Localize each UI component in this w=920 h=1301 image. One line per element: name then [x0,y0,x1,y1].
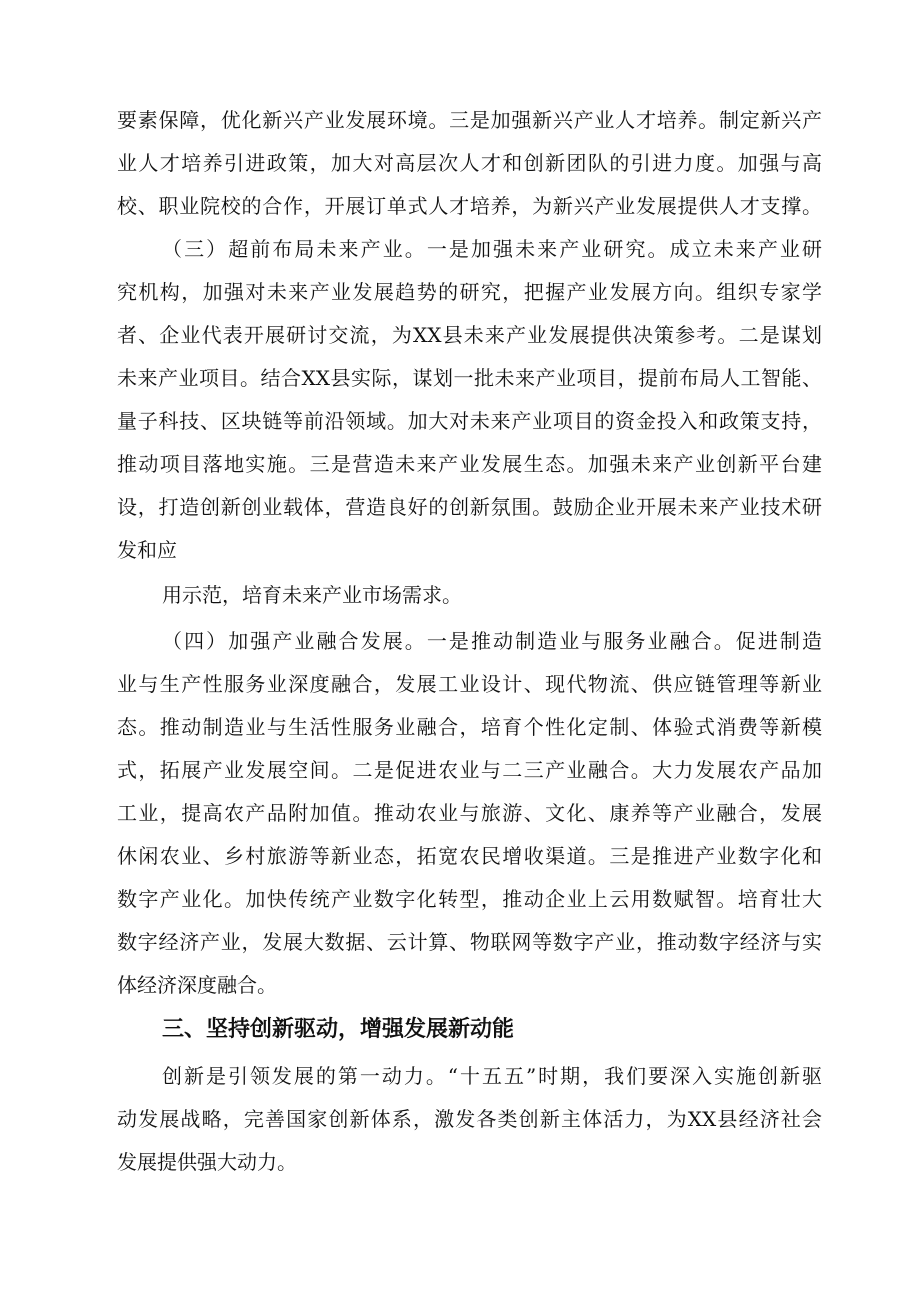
paragraph-line: 发展提供强大动力。 [117,1150,297,1174]
section-4-heading-line: （四）加强产业融合发展。一是推动制造业与服务业融合。促进制造 [162,629,822,653]
paragraph-line: 用示范，培育未来产业市场需求。 [162,583,462,607]
paragraph-line: 推动项目落地实施。三是营造未来产业发展生态。加强未来产业创新平台建 [117,452,822,476]
paragraph-line: 体经济深度融合。 [117,973,277,997]
paragraph-line: 态。推动制造业与生活性服务业融合，培育个性化定制、体验式消费等新模 [117,715,822,739]
paragraph-line: 未来产业项目。结合XX县实际，谋划一批未来产业项目，提前布局人工智能、 [117,366,822,390]
paragraph-line: 动发展战略，完善国家创新体系，激发各类创新主体活力，为XX县经济社会 [117,1107,822,1131]
paragraph-line: 设，打造创新创业载体，营造良好的创新氛围。鼓励企业开展未来产业技术研 [117,495,822,519]
paragraph-line: 数字产业化。加快传统产业数字化转型，推动企业上云用数赋智。培育壮大 [117,887,822,911]
paragraph-line: 量子科技、区块链等前沿领域。加大对未来产业项目的资金投入和政策支持， [117,409,822,433]
paragraph-line: 休闲农业、乡村旅游等新业态，拓宽农民增收渠道。三是推进产业数字化和 [117,844,822,868]
paragraph-line: 校、职业院校的合作，开展订单式人才培养，为新兴产业发展提供人才支撑。 [117,194,822,218]
chapter-heading: 三、坚持创新驱动，增强发展新动能 [162,1017,515,1042]
paragraph-line: 创新是引领发展的第一动力。“十五五”时期，我们要深入实施创新驱 [162,1064,822,1088]
paragraph-line: 数字经济产业，发展大数据、云计算、物联网等数字产业，推动数字经济与实 [117,930,822,954]
paragraph-line: 究机构，加强对未来产业发展趋势的研究，把握产业发展方向。组织专家学 [117,280,822,304]
paragraph-line: 式，拓展产业发展空间。二是促进农业与二三产业融合。大力发展农产品加 [117,758,822,782]
paragraph-line: 者、企业代表开展研讨交流，为XX县未来产业发展提供决策参考。二是谋划 [117,323,822,347]
paragraph-line: 业人才培养引进政策，加大对高层次人才和创新团队的引进力度。加强与高 [117,151,822,175]
section-3-heading-line: （三）超前布局未来产业。一是加强未来产业研究。成立未来产业研 [162,237,822,261]
paragraph-line: 工业，提高农产品附加值。推动农业与旅游、文化、康养等产业融合，发展 [117,801,822,825]
paragraph-line: 业与生产性服务业深度融合，发展工业设计、现代物流、供应链管理等新业 [117,672,822,696]
paragraph-line: 发和应 [117,538,177,562]
paragraph-line: 要素保障，优化新兴产业发展环境。三是加强新兴产业人才培养。制定新兴产 [117,108,822,132]
